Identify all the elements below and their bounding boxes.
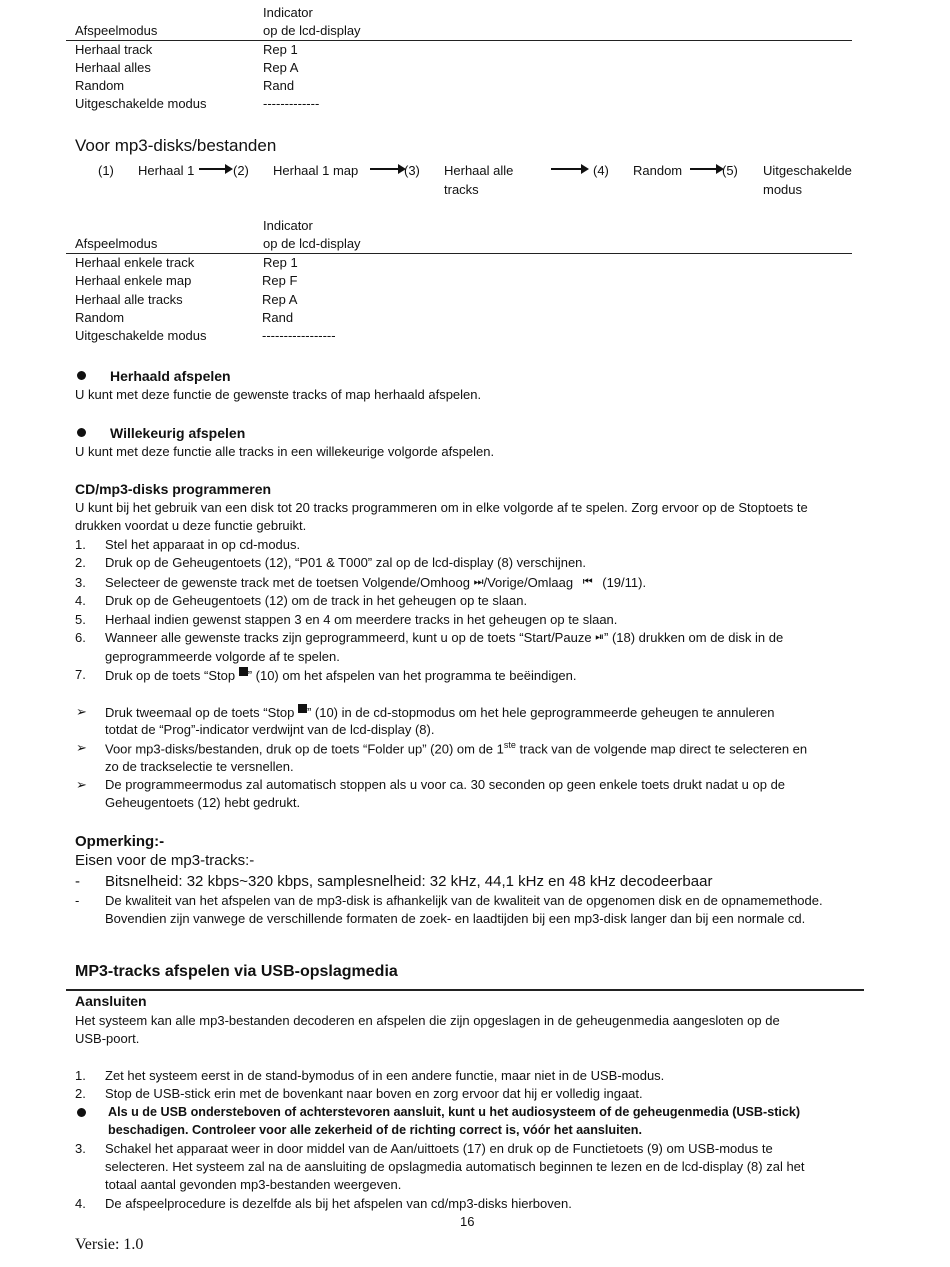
table2-cell: Rep F xyxy=(262,273,298,288)
arrow-bullet-icon: ➢ xyxy=(76,777,87,792)
page-number: 16 xyxy=(460,1214,475,1229)
sequence-label: Herhaal alle xyxy=(444,163,514,178)
note-item: Bovendien zijn vanwege de verschillende formaten de zoek- en laadtijden bij een mp3-disk langer dan bij een normale cd. xyxy=(105,911,806,926)
usb-warning: Als u de USB ondersteboven of achterstevoren aansluit, kunt u het audiosysteem of de geheugenmedia (USB-stick) xyxy=(108,1105,801,1119)
usb-title: MP3-tracks afspelen via USB-opslagmedia xyxy=(75,963,398,980)
step-text: Schakel het apparaat weer in door middel van de Aan/uittoets (17) en druk op de Functietoets (9) om USB-modus te xyxy=(105,1141,773,1156)
step-text-part: Wanneer alle gewenste tracks zijn geprogrammeerd, kunt u op de toets “Start/Pauze xyxy=(105,630,592,645)
step-text: Stop de USB-stick erin met de bovenkant naar boven en zorg ervoor dat hij er volledig ingaat. xyxy=(105,1086,643,1101)
table2-cell: Rep 1 xyxy=(263,255,298,270)
step-text: Zet het systeem eerst in de stand-bymodus of in een andere functie, maar niet in de USB-modus. xyxy=(105,1068,665,1083)
step-text: Stel het apparaat in op cd-modus. xyxy=(105,537,301,552)
table2-cell: Rand xyxy=(262,310,294,325)
tip-superscript: ste xyxy=(503,740,516,750)
program-intro: U kunt bij het gebruik van een disk tot 20 tracks programmeren om in elke volgorde af te spelen. Zorg ervoor op de Stoptoets te xyxy=(75,500,808,515)
step-number: 4. xyxy=(75,593,86,608)
bullet-icon xyxy=(77,371,86,380)
table1-header-indicator: Indicator xyxy=(263,5,313,20)
mp3-section-title: Voor mp3-disks/bestanden xyxy=(75,136,277,155)
table2-cell: Rep A xyxy=(262,292,298,307)
step-text-part: Selecteer de gewenste track met de toetsen Volgende/Omhoog xyxy=(105,575,470,590)
step-text-part: ” (10) om het afspelen van het programma te beëindigen. xyxy=(247,668,577,683)
tip-text-part: track van de volgende map direct te selecteren en xyxy=(515,741,808,757)
table1-cell: Random xyxy=(75,78,125,93)
tip-text: totdat de “Prog”-indicator verdwijnt van de lcd-display (8). xyxy=(105,722,435,737)
tip-text: zo de trackselectie te versnellen. xyxy=(105,759,294,774)
note-item: Bitsnelheid: 32 kbps~320 kbps, samplesnelheid: 32 kHz, 44,1 kHz en 48 kHz decodeerbaar xyxy=(105,873,713,890)
table1-header-mode: Afspeelmodus xyxy=(75,23,158,38)
random-text: U kunt met deze functie alle tracks in een willekeurige volgorde afspelen. xyxy=(75,444,495,459)
table2-header-mode: Afspeelmodus xyxy=(75,236,158,251)
play-pause-icon: ⏯ xyxy=(595,631,604,643)
step-text: selecteren. Het systeem zal na de aansluiting de opslagmedia automatisch beginnen te lezen en de lcd-display (8) zal het xyxy=(105,1159,805,1174)
arrow-right-icon xyxy=(690,168,722,170)
table1-divider xyxy=(66,40,852,41)
usb-warning: beschadigen. Controleer voor alle zekerheid of de richting correct is, vóór het aansluiten. xyxy=(108,1123,642,1137)
step-number: 6. xyxy=(75,630,86,645)
step-text: geprogrammeerde volgorde af te spelen. xyxy=(105,649,340,664)
arrow-right-icon xyxy=(199,168,231,170)
tip-text xyxy=(105,704,775,720)
program-intro: drukken voordat u deze functie gebruikt. xyxy=(75,518,307,533)
table1-cell: ------------- xyxy=(263,96,320,111)
usb-intro: Het systeem kan alle mp3-bestanden decoderen en afspelen die zijn opgeslagen in de geheugenmedia aangesloten op de xyxy=(75,1013,780,1028)
arrow-right-icon xyxy=(551,168,587,170)
step-text: Herhaal indien gewenst stappen 3 en 4 om meerdere tracks in het geheugen op te slaan. xyxy=(105,612,618,627)
sequence-label: Random xyxy=(633,163,683,178)
arrow-bullet-icon: ➢ xyxy=(76,704,87,719)
table1-header-lcd: op de lcd-display xyxy=(263,23,361,38)
sequence-label: Uitgeschakelde xyxy=(763,163,852,178)
stop-icon xyxy=(298,704,307,713)
note-title: Opmerking:- xyxy=(75,833,165,850)
table1-cell: Rep 1 xyxy=(263,42,298,57)
sequence-num: (2) xyxy=(233,163,249,178)
tip-text-part: Voor mp3-disks/bestanden, druk op de toets “Folder up” (20) om de 1 xyxy=(105,741,504,757)
step-number: 3. xyxy=(75,575,86,590)
repeat-text: U kunt met deze functie de gewenste tracks of map herhaald afspelen. xyxy=(75,387,482,402)
usb-subtitle: Aansluiten xyxy=(75,993,147,1009)
step-number: 7. xyxy=(75,667,86,682)
table1-cell: Uitgeschakelde modus xyxy=(75,96,207,111)
step-text: totaal aantal gevonden mp3-bestanden weergeven. xyxy=(105,1177,402,1192)
step-number: 4. xyxy=(75,1196,86,1211)
step-text-part: (19/11). xyxy=(602,575,647,590)
step-number: 1. xyxy=(75,1068,86,1083)
step-number: 1. xyxy=(75,537,86,552)
step-number: 2. xyxy=(75,1086,86,1101)
note-item: De kwaliteit van het afspelen van de mp3-disk is afhankelijk van de kwaliteit van de opgenomen disk en de opnamemethode. xyxy=(105,893,823,908)
tip-text-part: Druk tweemaal op de toets “Stop xyxy=(105,705,295,720)
step-text: Druk op de Geheugentoets (12), “P01 & T000” zal op de lcd-display (8) verschijnen. xyxy=(105,555,587,570)
note-dash: - xyxy=(75,873,80,890)
step-number: 3. xyxy=(75,1141,86,1156)
step-text xyxy=(105,575,646,590)
usb-intro: USB-poort. xyxy=(75,1031,140,1046)
version-label: Versie: 1.0 xyxy=(75,1236,144,1253)
tip-text: De programmeermodus zal automatisch stoppen als u voor ca. 30 seconden op geen enkele toets drukt nadat u op de xyxy=(105,777,786,792)
sequence-num: (1) xyxy=(98,163,114,178)
random-title: Willekeurig afspelen xyxy=(110,425,246,441)
note-dash: - xyxy=(75,893,80,908)
table2-cell: Herhaal alle tracks xyxy=(75,292,183,307)
table2-header-indicator: Indicator xyxy=(263,218,313,233)
bullet-icon xyxy=(77,428,86,437)
sequence-label: modus xyxy=(763,182,803,197)
step-text xyxy=(105,630,783,645)
step-text-part: ” (18) drukken om de disk in de xyxy=(604,630,784,645)
sequence-num: (3) xyxy=(404,163,420,178)
stop-icon xyxy=(239,667,248,676)
sequence-label: Herhaal 1 xyxy=(138,163,195,178)
step-text: Druk op de Geheugentoets (12) om de track in het geheugen op te slaan. xyxy=(105,593,528,608)
table2-divider xyxy=(66,253,852,254)
step-text-part: Druk op de toets “Stop xyxy=(105,668,236,683)
sequence-label: Herhaal 1 map xyxy=(273,163,359,178)
sequence-label: tracks xyxy=(444,182,479,197)
table2-cell: Uitgeschakelde modus xyxy=(75,328,207,343)
bullet-icon xyxy=(77,1108,86,1117)
usb-divider xyxy=(66,989,864,991)
step-number: 2. xyxy=(75,555,86,570)
table2-header-lcd: op de lcd-display xyxy=(263,236,361,251)
next-track-icon: ⏭ xyxy=(473,576,484,588)
tip-text xyxy=(105,740,807,756)
table1-cell: Rand xyxy=(263,78,295,93)
arrow-right-icon xyxy=(370,168,404,170)
table1-cell: Herhaal track xyxy=(75,42,153,57)
sequence-num: (5) xyxy=(722,163,738,178)
tip-text-part: ” (10) in de cd-stopmodus om het hele geprogrammeerde geheugen te annuleren xyxy=(306,705,775,720)
repeat-title: Herhaald afspelen xyxy=(110,368,231,384)
tip-text: Geheugentoets (12) hebt gedrukt. xyxy=(105,795,301,810)
arrow-bullet-icon: ➢ xyxy=(76,740,87,755)
step-number: 5. xyxy=(75,612,86,627)
sequence-num: (4) xyxy=(593,163,609,178)
previous-track-icon: ⏮ xyxy=(582,576,593,588)
table2-cell: Herhaal enkele track xyxy=(75,255,195,270)
table1-cell: Herhaal alles xyxy=(75,60,151,75)
step-text xyxy=(105,667,577,683)
table2-cell: Herhaal enkele map xyxy=(75,273,192,288)
step-text-part: /Vorige/Omlaag xyxy=(483,575,574,590)
program-title: CD/mp3-disks programmeren xyxy=(75,481,272,497)
step-text: De afspeelprocedure is dezelfde als bij het afspelen van cd/mp3-disks hierboven. xyxy=(105,1196,572,1211)
table2-cell: Random xyxy=(75,310,125,325)
table2-cell: ----------------- xyxy=(262,328,336,343)
note-subtitle: Eisen voor de mp3-tracks:- xyxy=(75,852,255,869)
table1-cell: Rep A xyxy=(263,60,299,75)
